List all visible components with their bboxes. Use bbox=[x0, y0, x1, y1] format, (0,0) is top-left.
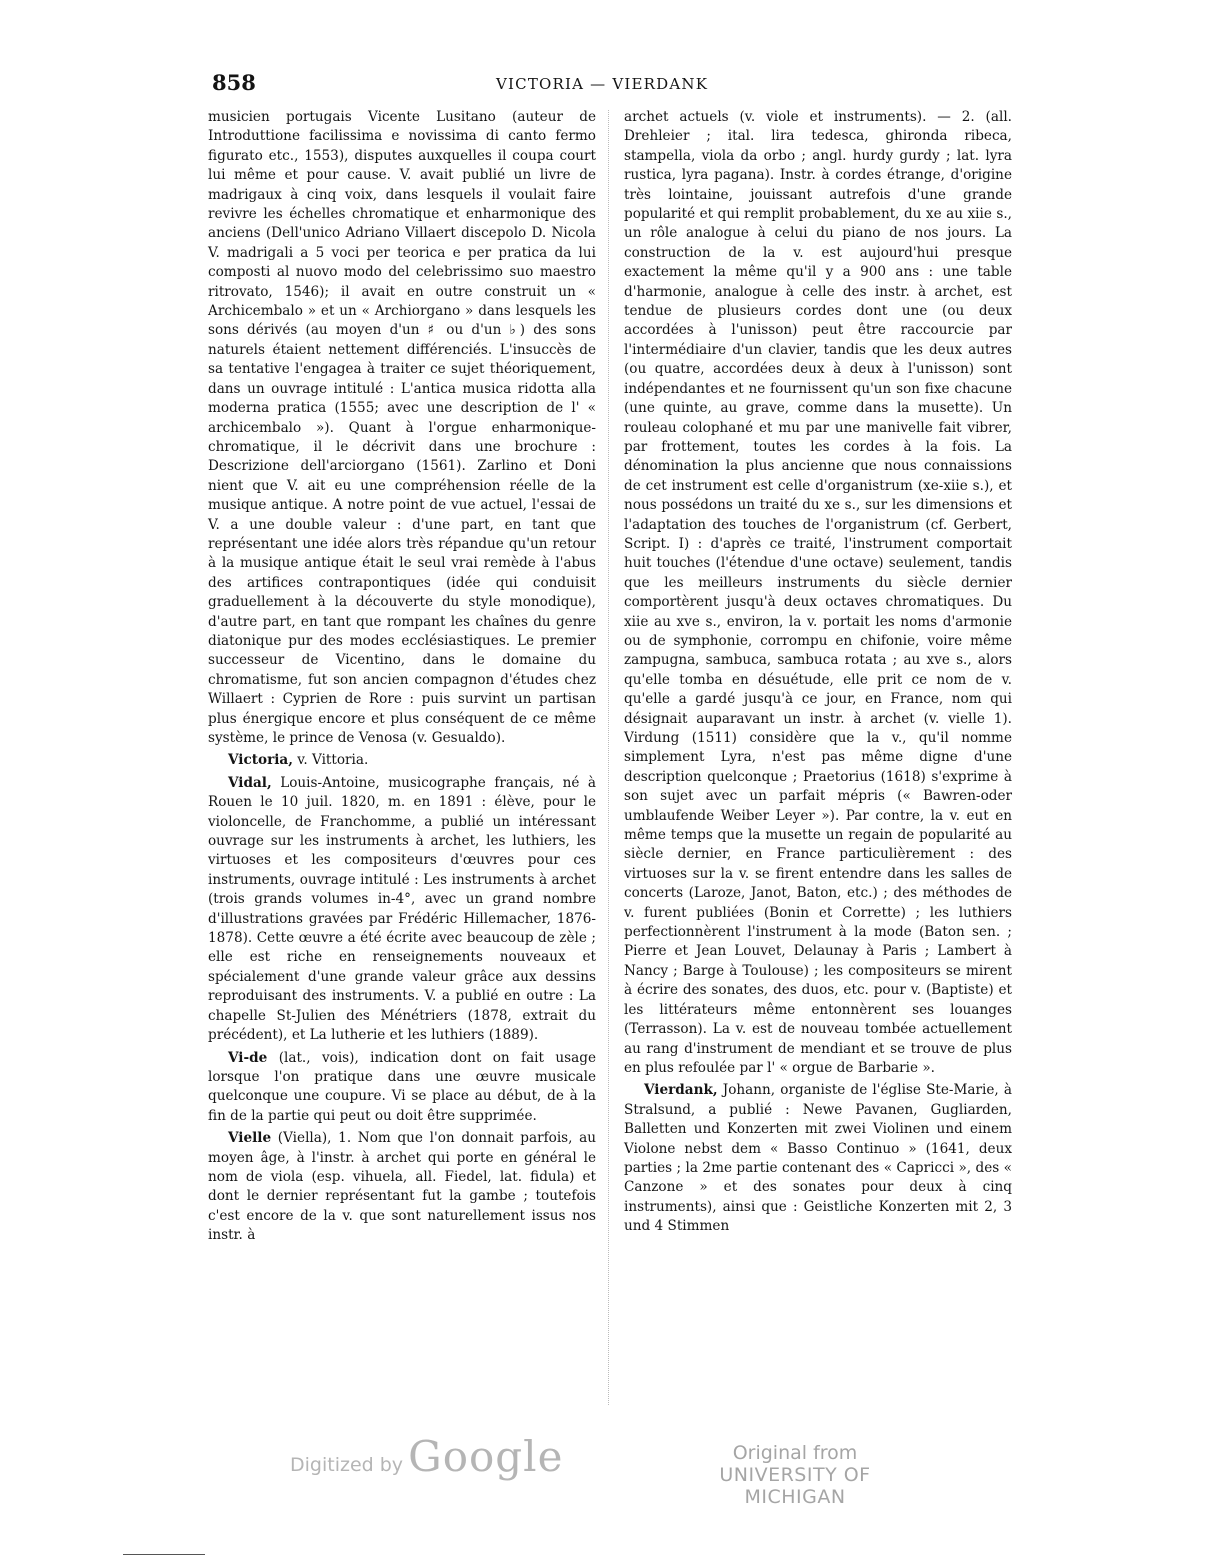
entry-text: Johann, organiste de l'église Ste-Marie, à Stralsund, a publié : Newe Pavanen, Gugliarden, Balletten und Konzerten mit zwei Violinen und einem Violone nebst dem « Basso Continuo » (1641, deux parties ; la 2me partie contenant des « Capricci », des « Canzone » et des sonates pour deux à cinq instruments), ainsi que : Geistliche Konzerten mit 2, 3 und 4 Stimmen bbox=[624, 1082, 1012, 1235]
entry-text: musicien portugais Vicente Lusitano (auteur de Introduttione facilissima e novissima di canto fermo figurato etc., 1553), disputes auxquelles il coupa court lui même et pour cause. V. avait publié un livre de madrigaux à cinq voix, dans lesquels il voulait faire revivre les échelles chromatique et enharmonique des anciens (Dell'unico Adriano Villaert discepolo D. Nicola V. madrigali a 5 voci per teorica e per pratica da lui composti al nuovo modo del celebrissimo suo maestro ritrovato, 1546); il avait en outre construit un « Archicembalo » et un « Archiorgano » dans lesquels les sons dérivés (au moyen d'un ♯ ou d'un ♭) des sons naturels étaient nettement différenciés. L'insuccès de sa tentative l'engagea à traiter ce sujet théoriquement, dans un ouvrage intitulé : L'antica musica ridotta alla moderna pratica (1555; avec une description de l' « archicembalo »). Quant à l'orgue enharmonique-chromatique, il le décrivit dans une brochure : Descrizione dell'arciorgano (1561). Zarlino et Doni nient que V. ait eu une compréhension réelle de la musique antique. A notre point de vue actuel, l'essai de V. a une double valeur : d'une part, en tant que représentant une idée alors très répandue qu'un retour à la musique antique était le seul vrai remède à l'abus des artifices contrapontiques (idée qui conduisit graduellement à la découverte du style monodique), d'autre part, en tant que rompant les chaînes du genre diatonique pur des modes ecclésiastiques. Le premier successeur de Vicentino, dans le domaine du chromatisme, fut son ancien compagnon d'études chez Willaert : Cyprien de Rore : puis survint un partisan plus énergique encore et plus conséquent de ce même système, le prince de Venosa (v. Gesualdo). bbox=[208, 109, 596, 746]
headword: Vidal, bbox=[228, 774, 272, 791]
entry-text: Louis-Antoine, musicographe français, né à Rouen le 10 juil. 1820, m. en 1891 : élève, pour le violoncelle, de Franchomme, a publié un intéressant ouvrage sur les instruments à archet, les luthiers, les virtuoses et les compositeurs d'œuvres pour ces instruments, ouvrage intitulé : Les instruments à archet (trois grands volumes in-4°, avec un grand nombre d'illustrations gravées par Frédéric Hillemacher, 1876-1878). Cette œuvre a été écrite avec beaucoup de zèle ; elle est riche en renseignements nouveaux et spécialement d'une grande valeur grâce aux dessins reproduisant des instruments. V. a publié en outre : La chapelle St-Julien des Ménétriers (1878, extrait du précédent), et La lutherie et les luthiers (1889). bbox=[208, 774, 596, 1044]
headword: Victoria, bbox=[228, 752, 293, 769]
entry-vi-de bbox=[208, 1049, 596, 1127]
left-column bbox=[208, 108, 596, 1249]
entry-vielle bbox=[208, 1129, 596, 1245]
entry-vierdank bbox=[624, 1081, 1012, 1236]
original-from-watermark bbox=[670, 1442, 920, 1508]
entry-vidal bbox=[208, 774, 596, 1046]
right-column bbox=[624, 108, 1012, 1240]
entry-text: archet actuels (v. viole et instruments). — 2. (all. Drehleier ; ital. lira tedesca, ghironda ribeca, stampella, viola da orbo ; angl. hurdy gurdy ; lat. lyra rustica, lyra pagana). Instr. à cordes étrange, d'origine très lointaine, jouissant autrefois d'une grande popularité et qui remplit probablement, du xe au xiie s., un rôle analogue à celui du piano de nos jours. La construction de la v. est aujourd'hui presque exactement la même qu'il y a 900 ans : une table d'harmonie, analogue à celle des instr. à archet, est tendue de plusieurs cordes dont une (ou deux accordées à l'unisson) peut être raccourcie par l'intermédiaire d'un clavier, tandis que les deux autres (ou quatre, accordées deux à deux à l'unisson) sont indépendantes et ne fournissent qu'un son fixe chacune (une quinte, au grave, comme dans la musette). Un rouleau colophané et mu par une manivelle fait vibrer, par frottement, toutes les cordes à la fois. La dénomination la plus ancienne que nous connaissions de cet instrument est celle d'organistrum (xe-xiie s.), et nous possédons un traité du xe s., sur les dimensions et l'adaptation des touches de l'organistrum (cf. Gerbert, Script. I) : d'après ce traité, l'instrument comportait huit touches (l'étendue d'une octave) seulement, tandis que les meilleurs instruments du siècle dernier comportèrent jusqu'à deux octaves chromatiques. Du xiie au xve s., environ, la v. portait les noms d'armonie ou de symphonie, corrompu en chifonie, voire même zampugna, sambuca, sambuca rotata ; au xve s., alors qu'elle tomba en désuétude, elle prit ce nom de v. qu'elle a gardé jusqu'à ce jour, en France, nom qui désignait auparavant un instr. à archet (v. vielle 1). Virdung (1511) considère que la v., qu'il nomme simplement Lyra, n'est pas même digne d'une description quelconque ; Praetorius (1618) s'exprime à son sujet avec un parfait mépris (« Bawren-oder umblaufende Weiber Leyer »). Par contre, la v. eut en même temps que la musette un regain de popularité au siècle dernier, en France particulièrement : des virtuoses sur la v. se firent entendre dans les salles de concerts (Laroze, Janot, Baton, etc.) ; des méthodes de v. furent publiées (Bonin et Corrette) ; les luthiers perfectionnèrent l'instrument à la mode (Baton sen. ; Pierre et Jean Louvet, Delaunay à Paris ; Lambert à Nancy ; Barge à Toulouse) ; les compositeurs se mirent à écrire des sonates, des duos, etc. pour v. (Baptiste) et les littérateurs même entonnèrent ses louanges (Terrasson). La v. est de nouveau tombée actuellement au rang d'instrument de mendiant et se trouve de plus en plus refoulée par l' « orgue de Barbarie ». bbox=[624, 109, 1012, 1076]
university-label: UNIVERSITY OF MICHIGAN bbox=[719, 1464, 871, 1508]
page-number: 858 bbox=[212, 70, 256, 95]
headword: Vielle bbox=[228, 1130, 272, 1147]
entry-victoria bbox=[208, 751, 596, 770]
entry-text: v. Vittoria. bbox=[297, 752, 369, 769]
digitized-label: Digitized by bbox=[290, 1454, 404, 1476]
digitized-by-watermark bbox=[290, 1432, 563, 1481]
google-logo: Google bbox=[408, 1432, 564, 1481]
entry-continuation bbox=[624, 108, 1012, 1078]
original-from-label: Original from bbox=[732, 1442, 858, 1464]
running-head: VICTORIA — VIERDANK bbox=[496, 75, 709, 93]
headword: Vi-de bbox=[228, 1049, 268, 1066]
entry-continuation bbox=[208, 108, 596, 748]
headword: Vierdank, bbox=[644, 1082, 718, 1099]
entry-text: (Viella), 1. Nom que l'on donnait parfois, au moyen âge, à l'instr. à archet qui porte en général le nom de viola (esp. vihuela, all. Fiedel, lat. fidula) et dont le dernier représentant fut la gambe ; toutefois c'est encore de la v. que sont naturellement issus nos instr. à bbox=[208, 1130, 597, 1244]
entry-text: (lat., vois), indication dont on fait usage lorsque l'on pratique dans une œuvre musicale quelconque une coupure. Vi se place au début, de à la fin de la partie qui peut ou doit être supprimée. bbox=[208, 1049, 596, 1124]
footnote-rule bbox=[123, 1554, 205, 1555]
column-divider bbox=[608, 110, 609, 1405]
